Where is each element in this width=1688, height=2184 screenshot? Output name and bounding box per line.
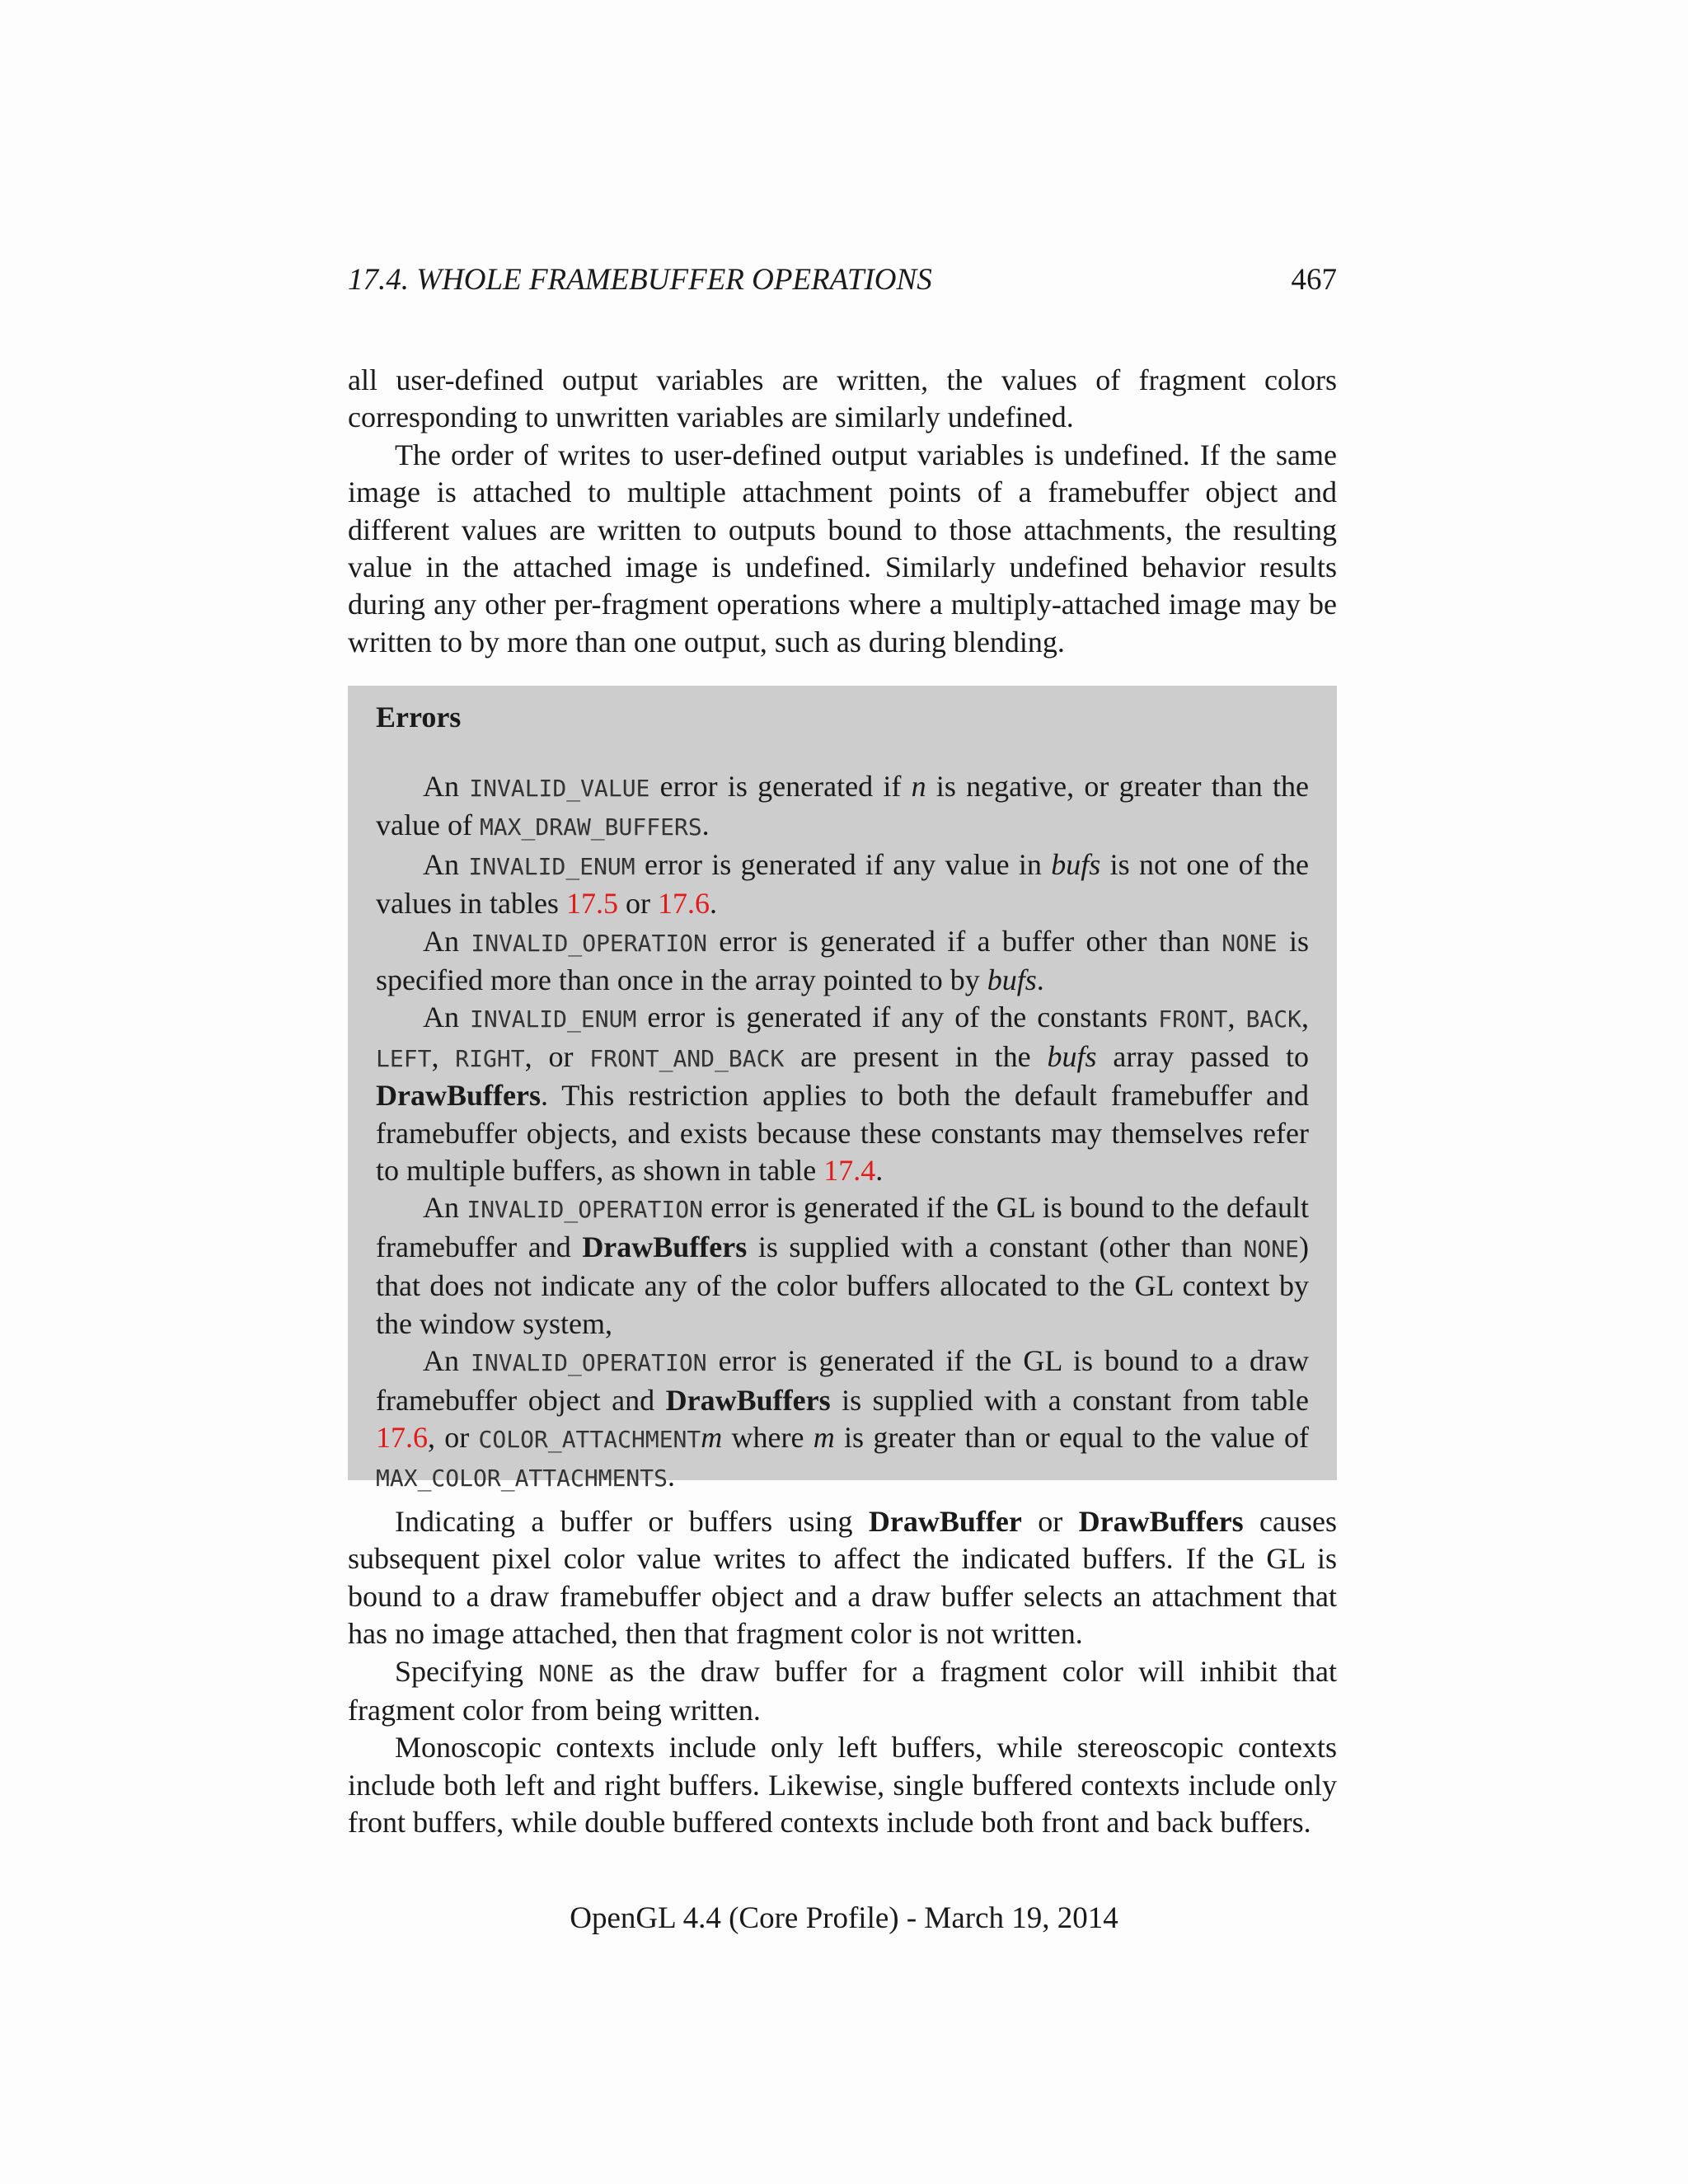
top-text-block <box>348 362 1337 661</box>
page-footer: OpenGL 4.4 (Core Profile) - March 19, 2014 <box>570 1901 1118 1935</box>
paragraph-drawbuffers: Indicating a buffer or buffers using DrawBuffer or DrawBuffers causes subsequent pixel color value writes to affect the indicated buffers. If the GL is bound to a draw framebuffer object and a draw buffer selects an attachment that has no image attached, then that fragment color is not written. <box>348 1505 1337 1651</box>
paragraph-continuation: all user-defined output variables are written, the values of fragment colors corresponding to unwritten variables are similarly undefined. <box>348 363 1337 434</box>
paragraph-contexts: Monoscopic contexts include only left buffers, while stereoscopic contexts include both left and right buffers. Likewise, single buffered contexts include only front buffers, while double buffered contexts include both front and back buffers. <box>348 1731 1337 1840</box>
errors-box <box>348 686 1337 1493</box>
page-number: 467 <box>1291 263 1337 297</box>
page-header <box>348 262 1337 298</box>
error-item-invalid-operation-duplicate: An INVALID_OPERATION error is generated if a buffer other than NONE is specified more than once in the array pointed to by bufs. <box>376 924 1310 997</box>
table-ref-link[interactable]: 17.6 <box>657 887 710 921</box>
table-ref-link[interactable]: 17.5 <box>565 887 618 921</box>
error-item-invalid-enum-bufs: An INVALID_ENUM error is generated if any value in bufs is not one of the values in tables 17.5 or 17.6. <box>376 847 1309 921</box>
errors-list <box>376 768 1309 1497</box>
paragraph-write-order: The order of writes to user-defined output variables is undefined. If the same image is attached to multiple attachment points of a framebuffer object and different values are written to outputs bound to those attachments, the resulting value in the attached image is undefined. Similarly undefined behavior results during any other per-fragment operations where a multiply-attached image may be written to by more than one output, such as during blending. <box>348 438 1337 658</box>
table-ref-link[interactable]: 17.4 <box>823 1154 876 1188</box>
errors-heading: Errors <box>376 701 462 733</box>
error-item-invalid-value: An INVALID_VALUE error is generated if n is negative, or greater than the value of MAX_DRAW_BUFFERS. <box>376 770 1309 842</box>
section-title: 17.4. WHOLE FRAMEBUFFER OPERATIONS <box>348 263 932 297</box>
paragraph-none-buffer: Specifying NONE as the draw buffer for a fragment color will inhibit that fragment color from being written. <box>348 1654 1337 1727</box>
table-ref-link[interactable]: 17.6 <box>376 1420 428 1454</box>
error-item-invalid-enum-constants: An INVALID_ENUM error is generated if any of the constants FRONT, BACK, LEFT, RIGHT, or FRONT_AND_BACK are present in the bufs array passed to DrawBuffers. This restriction applies to both the default framebuffer and framebuffer objects, and exists because these constants may themselves refer to multiple buffers, as shown in table 17.4. <box>376 1001 1310 1188</box>
error-item-invalid-operation-default-fb: An INVALID_OPERATION error is generated if the GL is bound to the default framebuffer and DrawBuffers is supplied with a constant (other than NONE) that does not indicate any of the color buffers allocated to the GL context by the window system, <box>376 1191 1309 1340</box>
error-item-invalid-operation-fbo: An INVALID_OPERATION error is generated if the GL is bound to a draw framebuffer object and DrawBuffers is supplied with a constant from table 17.6, or COLOR_ATTACHMENTm where m is greater than or equal to the value of MAX_COLOR_ATTACHMENTS. <box>376 1344 1309 1493</box>
bottom-text-block <box>348 1503 1337 1842</box>
